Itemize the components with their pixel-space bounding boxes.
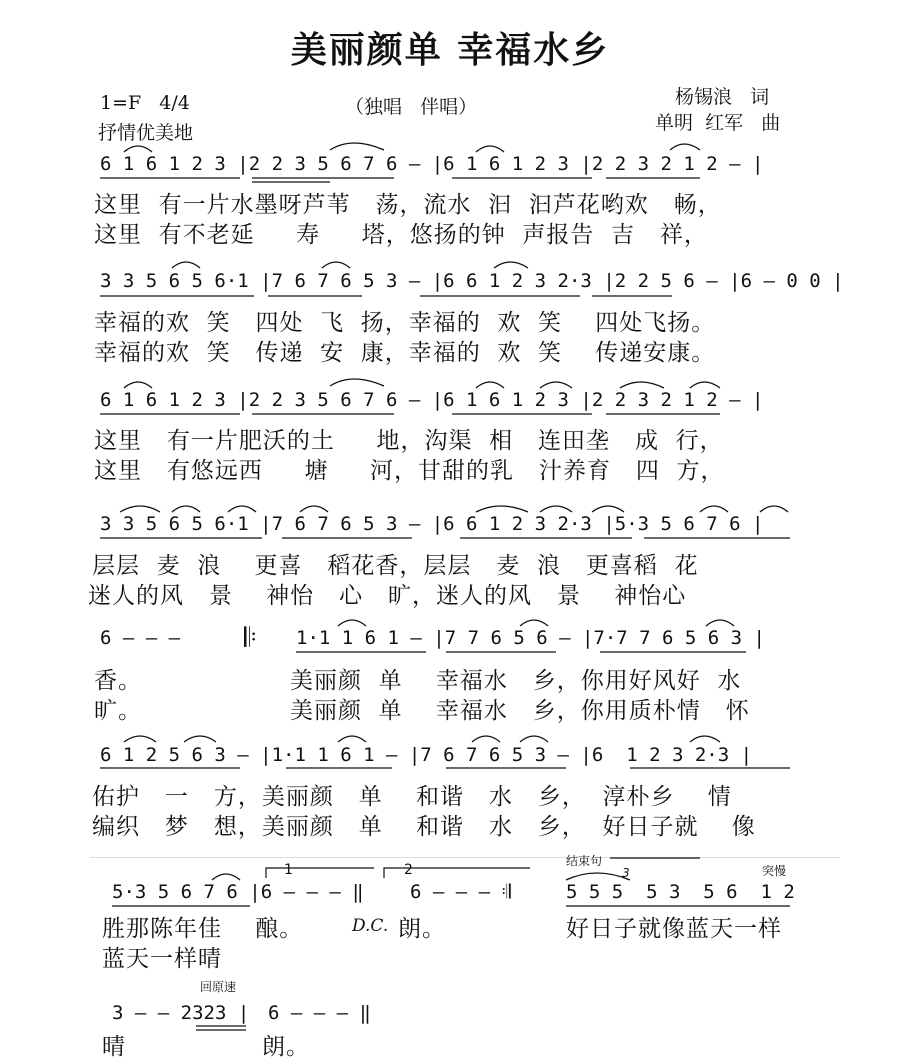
slur bbox=[228, 506, 256, 512]
slur bbox=[124, 736, 156, 742]
notation-line: 6 1 6 1 2 3 |2 2 3 5 6 7 6 — |6 1 6 1 2 3 |2 2 3 2 1 2 — | bbox=[100, 389, 764, 411]
composer-credit: 单明 红军 曲 bbox=[655, 112, 781, 134]
slur bbox=[300, 506, 328, 512]
repeat-start-sign: 𝄆 bbox=[244, 623, 257, 653]
slow-down-mark: 突慢 bbox=[762, 864, 787, 878]
slur bbox=[690, 736, 720, 742]
slur bbox=[212, 874, 240, 880]
notation-line: 6 1 6 1 2 3 |2 2 3 5 6 7 6 — |6 1 6 1 2 3 |2 2 3 2 1 2 — | bbox=[100, 153, 764, 175]
notation-line: 6 1 2 5 6 3 — |1·1 1 6 1 — |7 6 7 6 5 3 — |6 1 2 3 2·3 | bbox=[100, 744, 753, 766]
slur bbox=[330, 379, 384, 386]
slur bbox=[670, 144, 700, 150]
slur bbox=[760, 506, 788, 512]
lyric-verse-2: 迷人的风 景 神怡 心 旷，迷人的风 景 神怡心 bbox=[88, 583, 687, 609]
slur bbox=[566, 873, 630, 880]
lyric-verse-1: 这里 有一片肥沃的土 地，沟渠 相 连田垄 成 行， bbox=[94, 428, 724, 454]
tempo-style: 抒情优美地 bbox=[98, 122, 194, 144]
slur bbox=[172, 262, 200, 268]
slur bbox=[338, 620, 366, 626]
notation-line: 3 3 5 6 5 6·1 |7 6 7 6 5 3 — |6 6 1 2 3 2·3 |2 2 5 6 — |6 — 0 0 | bbox=[100, 270, 844, 292]
slur bbox=[700, 506, 728, 512]
lyric-verse-1-a: 晴 bbox=[102, 1034, 126, 1060]
lyric-verse-1-a: 胜那陈年佳 酿。 bbox=[102, 916, 304, 942]
slur bbox=[472, 736, 500, 742]
notation-line-b: 6 — — — 𝄇 bbox=[410, 881, 511, 903]
ending-1-label: 1 bbox=[284, 862, 293, 878]
slur bbox=[330, 143, 384, 150]
triplet-mark: 3 bbox=[622, 866, 630, 880]
notation-line-a: 5·3 5 6 7 6 |6 — — — ‖ bbox=[112, 881, 364, 903]
lyric-verse-2-start: 旷。 bbox=[94, 698, 142, 724]
slur bbox=[690, 382, 720, 388]
slur bbox=[172, 506, 200, 512]
notation-line-a: 3 — — 2323 | bbox=[112, 1002, 250, 1024]
end-phrase-label: 结束句 bbox=[566, 854, 603, 868]
slur bbox=[620, 382, 664, 388]
slur bbox=[476, 146, 504, 152]
slur bbox=[540, 382, 572, 388]
slur bbox=[706, 620, 734, 626]
lyric-verse-1: 层层 麦 浪 更喜 稻花香，层层 麦 浪 更喜稻 花 bbox=[92, 553, 699, 579]
notation-line-c: 5 5 5 5 3 5 6 1 2 bbox=[566, 881, 795, 903]
lyric-verse-2-a: 蓝天一样晴 bbox=[102, 946, 222, 972]
notation-line: 1·1 1 6 1 — |7 7 6 5 6 — |7·7 7 6 5 6 3 | bbox=[296, 627, 765, 649]
underline-beams bbox=[100, 178, 790, 1030]
slur bbox=[124, 382, 152, 388]
lyric-verse-2: 这里 有悠远西 塘 河，甘甜的乳 汁养育 四 方， bbox=[94, 458, 725, 484]
slur bbox=[120, 506, 160, 512]
slur-marks bbox=[120, 143, 788, 880]
notation-line-b: 6 — — — ‖ bbox=[268, 1002, 371, 1024]
slur bbox=[540, 506, 572, 512]
notation-line: 3 3 5 6 5 6·1 |7 6 7 6 5 3 — |6 6 1 2 3 2·3 |5·3 5 6 7 6 | bbox=[100, 513, 764, 535]
ending-2-label: 2 bbox=[404, 862, 413, 878]
slur bbox=[322, 262, 350, 268]
slur bbox=[338, 736, 366, 742]
da-capo-mark: D.C. bbox=[352, 916, 389, 936]
volta-brackets bbox=[266, 858, 700, 878]
lyric-verse-1-b: 朗。 bbox=[398, 916, 446, 942]
lyric-verse-1-c: 好日子就像蓝天一样 bbox=[566, 916, 782, 942]
lyric-verse-2: 这里 有不老延 寿 塔，悠扬的钟 声报告 吉 祥， bbox=[94, 222, 708, 248]
slur bbox=[476, 506, 528, 512]
lyric-verse-2: 幸福的欢 笑 传递 安 康，幸福的 欢 笑 传递安康。 bbox=[94, 340, 716, 366]
notation-start: 6 — — — bbox=[100, 627, 181, 649]
lyric-verse-1: 佑护 一 方，美丽颜 单 和谐 水 乡， 淳朴乡 情 bbox=[92, 784, 732, 810]
song-title: 美丽颜单 幸福水乡 bbox=[290, 29, 610, 71]
slur bbox=[476, 382, 504, 388]
slur bbox=[124, 146, 152, 152]
slur bbox=[184, 736, 216, 742]
lyricist-credit: 杨锡浪 词 bbox=[675, 86, 770, 108]
performance-mode: （独唱 伴唱） bbox=[345, 96, 478, 118]
lyric-verse-2: 美丽颜 单 幸福水 乡，你用质朴情 怀 bbox=[290, 698, 750, 724]
slur bbox=[494, 262, 528, 268]
lyric-verse-2: 编织 梦 想，美丽颜 单 和谐 水 乡， 好日子就 像 bbox=[92, 814, 756, 840]
lyric-verse-1: 这里 有一片水墨呀芦苇 荡，流水 汩 汩芦花哟欢 畅， bbox=[94, 192, 722, 218]
lyric-verse-1: 幸福的欢 笑 四处 飞 扬，幸福的 欢 笑 四处飞扬。 bbox=[94, 310, 716, 336]
lyric-verse-1: 美丽颜 单 幸福水 乡，你用好风好 水 bbox=[290, 668, 742, 694]
key-time-signature: 1=F 4/4 bbox=[100, 92, 190, 114]
tempo-return-label: 回原速 bbox=[200, 980, 237, 994]
slur bbox=[592, 506, 624, 512]
lyric-verse-1-b: 朗。 bbox=[262, 1034, 310, 1060]
slur bbox=[520, 736, 548, 742]
lyric-verse-1-start: 香。 bbox=[94, 668, 142, 694]
slur bbox=[520, 620, 548, 626]
